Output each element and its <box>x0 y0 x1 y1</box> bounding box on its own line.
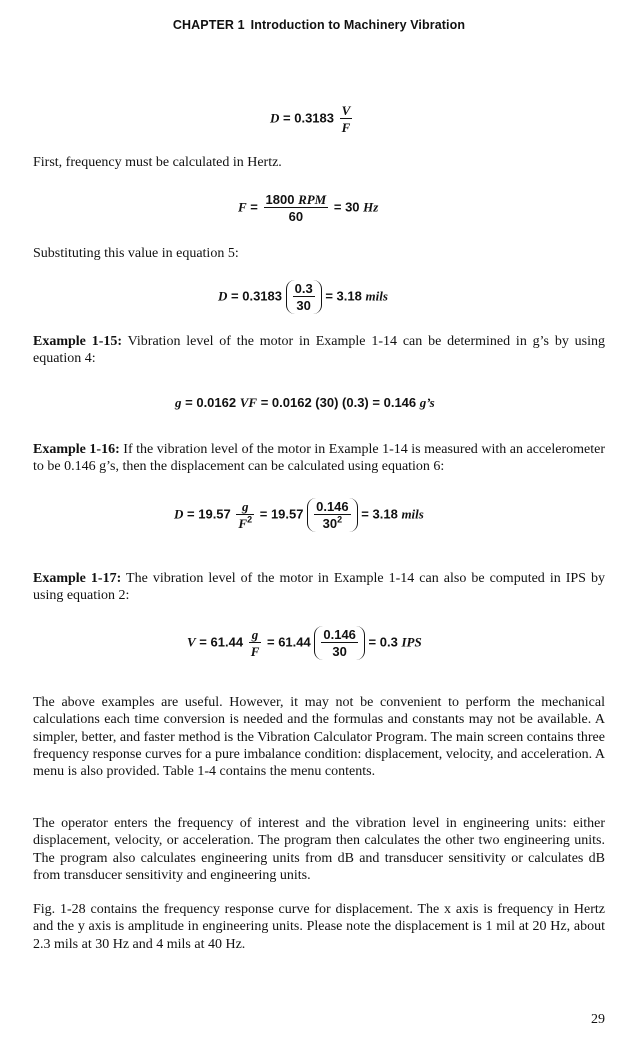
equation-v-from-g: V = 61.44 $\frac{g}{F}$ = 61.44 $\frac{0.146}{30}$ = 0.3 IPS <box>187 627 422 659</box>
equation-displacement: D = 0.3183 $\frac{0.3}{30}$ = 3.18 mils <box>218 281 388 313</box>
equation-g-level: g = 0.0162 VF = 0.0162 (30) (0.3) = 0.146 g’s <box>175 395 435 410</box>
fraction: $\frac{0.3}{30}$ <box>294 281 313 313</box>
example-1-16: Example 1-16: If the vibration level of the motor in Example 1-14 is measured with an accelerometer to be 0.146 g’s, then the displacement can be calculated using equation 6: <box>33 442 605 475</box>
paragraph: Fig. 1-28 contains the frequency response curve for displacement. The x axis is frequency in Hertz and the y axis is amplitude in engineering units. Please note the displacement is 1 mil at 20 Hz, about 2.3 mils at 30 Hz and 4 mils at 40 Hz. <box>33 902 605 952</box>
paragraph: The above examples are useful. However, it may not be convenient to perform the mechanical calculations each time conversion is needed and the formulas and constants may not be available. A simpler, better, and faster method is the Vibration Calculator Program. The main screen contains three frequency response curves for a pure imbalance condition: displacement, velocity, and acceleration. A menu is also provided. Table 1-4 contains the menu contents. <box>33 695 605 780</box>
fraction: $\frac{V}{F}$ <box>341 103 351 135</box>
example-1-15: Example 1-15: Vibration level of the motor in Example 1-14 can be determined in g’s by using equation 4: <box>33 334 605 367</box>
example-1-17: Example 1-17: The vibration level of the motor in Example 1-14 can also be computed in IPS by using equation 2: <box>33 571 605 604</box>
fraction: $\frac{0.146}{30}$ <box>323 627 356 659</box>
equation-d-from-v: D = 0.3183 $\frac{V}{F}$ <box>270 103 351 135</box>
fraction: $\frac{\text{1800 RPM}}{60}$ <box>265 192 327 224</box>
page-number: 29 <box>591 1012 605 1027</box>
chapter-title: Introduction to Machinery Vibration <box>250 18 466 32</box>
paragraph: Substituting this value in equation 5: <box>33 246 239 261</box>
fraction: $\frac{g}{F^2}$ <box>238 499 253 531</box>
chapter-label: CHAPTER 1 <box>172 18 245 32</box>
equation-d-from-g: D = 19.57 $\frac{g}{F^2}$ = 19.57 $\frac{0.146}{30^2}$ = 3.18 mils <box>174 499 424 531</box>
running-header <box>0 18 638 32</box>
paragraph: First, frequency must be calculated in Hertz. <box>33 155 282 170</box>
equation-frequency: F = $\frac{\text{1800 RPM}}{60}$ = 30 Hz <box>238 192 379 224</box>
paragraph: The operator enters the frequency of interest and the vibration level in engineering units: either displacement, velocity, or acceleration. The program then calculates the other two engineering units. The program also calculates engineering units from dB and transducer sensitivity or calculates dB from transducer sensitivity and engineering units. <box>33 816 605 883</box>
fraction: $\frac{0.146}{30^2}$ <box>316 499 349 531</box>
fraction: $\frac{g}{F}$ <box>250 627 260 659</box>
